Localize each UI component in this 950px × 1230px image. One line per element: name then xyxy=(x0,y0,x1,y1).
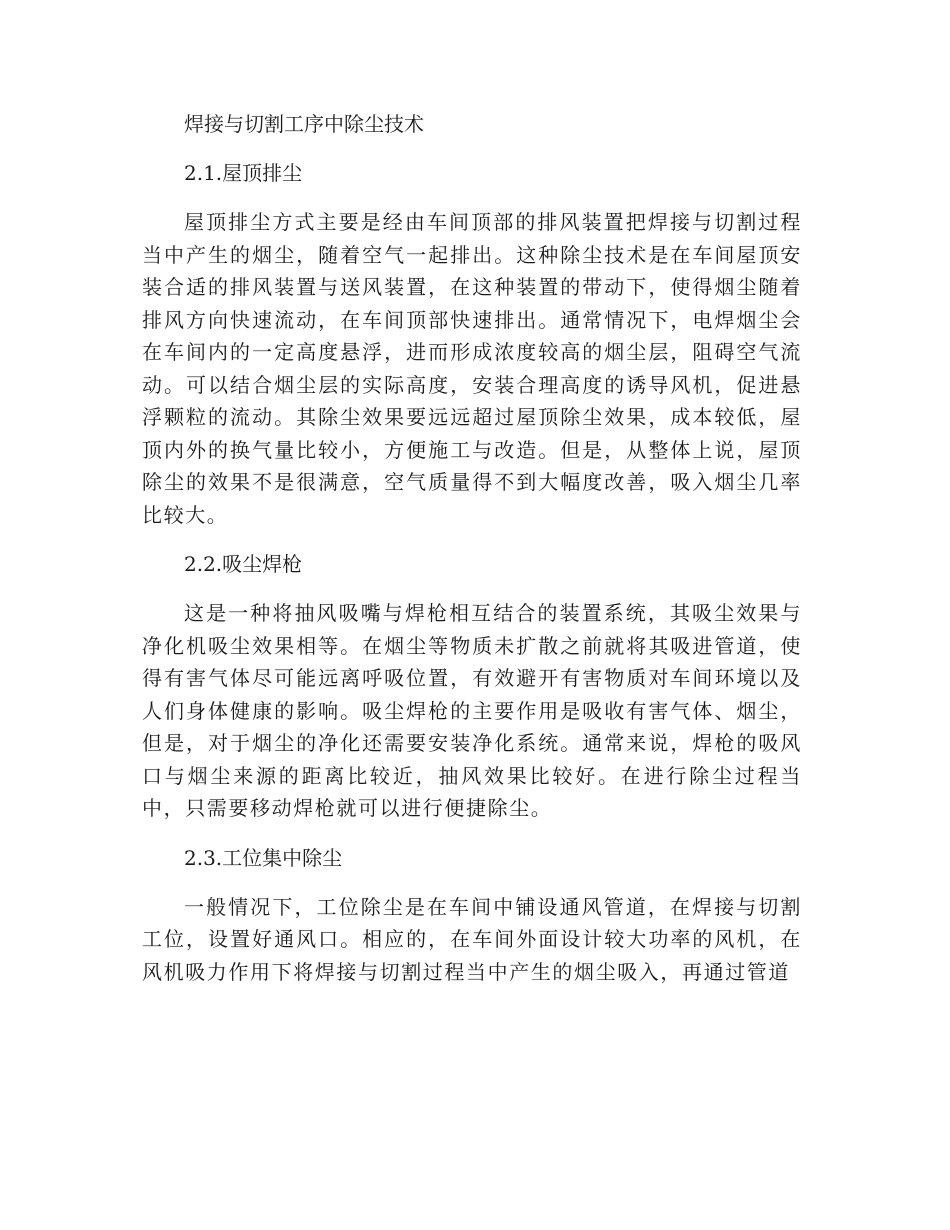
section-paragraph: 一般情况下，工位除尘是在车间中铺设通风管道，在焊接与切割工位，设置好通风口。相应的，在车间外面设计较大功率的风机，在风机吸力作用下将焊接与切割过程当中产生的烟尘吸入，再通过管道 xyxy=(142,894,802,984)
section-heading: 2.1.屋顶排尘 xyxy=(184,161,303,185)
section-paragraph: 这是一种将抽风吸嘴与焊枪相互结合的装置系统，其吸尘效果与净化机吸尘效果相等。在烟尘等物质未扩散之前就将其吸进管道，使得有害气体尽可能远离呼吸位置，有效避开有害物质对车间环境以及人们身体健康的影响。吸尘焊枪的主要作用是吸收有害气体、烟尘，但是，对于烟尘的净化还需要安装净化系统。通常来说，焊枪的吸风口与烟尘来源的距离比较近，抽风效果比较好。在进行除尘过程当中，只需要移动焊枪就可以进行便捷除尘。 xyxy=(142,601,802,820)
document-body xyxy=(142,108,802,1005)
section-heading: 2.2.吸尘焊枪 xyxy=(184,552,303,576)
document-title: 焊接与切割工序中除尘技术 xyxy=(184,112,424,136)
section-paragraph: 屋顶排尘方式主要是经由车间顶部的排风装置把焊接与切割过程当中产生的烟尘，随着空气一起排出。这种除尘技术是在车间屋顶安装合适的排风装置与送风装置，在这种装置的带动下，使得烟尘随着排风方向快速流动，在车间顶部快速排出。通常情况下，电焊烟尘会在车间内的一定高度悬浮，进而形成浓度较高的烟尘层，阻碍空气流动。可以结合烟尘层的实际高度，安装合理高度的诱导风机，促进悬浮颗粒的流动。其除尘效果要远远超过屋顶除尘效果，成本较低，屋顶内外的换气量比较小，方便施工与改造。但是，从整体上说，屋顶除尘的效果不是很满意，空气质量得不到大幅度改善，吸入烟尘几率比较大。 xyxy=(142,210,802,527)
section-heading: 2.3.工位集中除尘 xyxy=(184,845,343,870)
